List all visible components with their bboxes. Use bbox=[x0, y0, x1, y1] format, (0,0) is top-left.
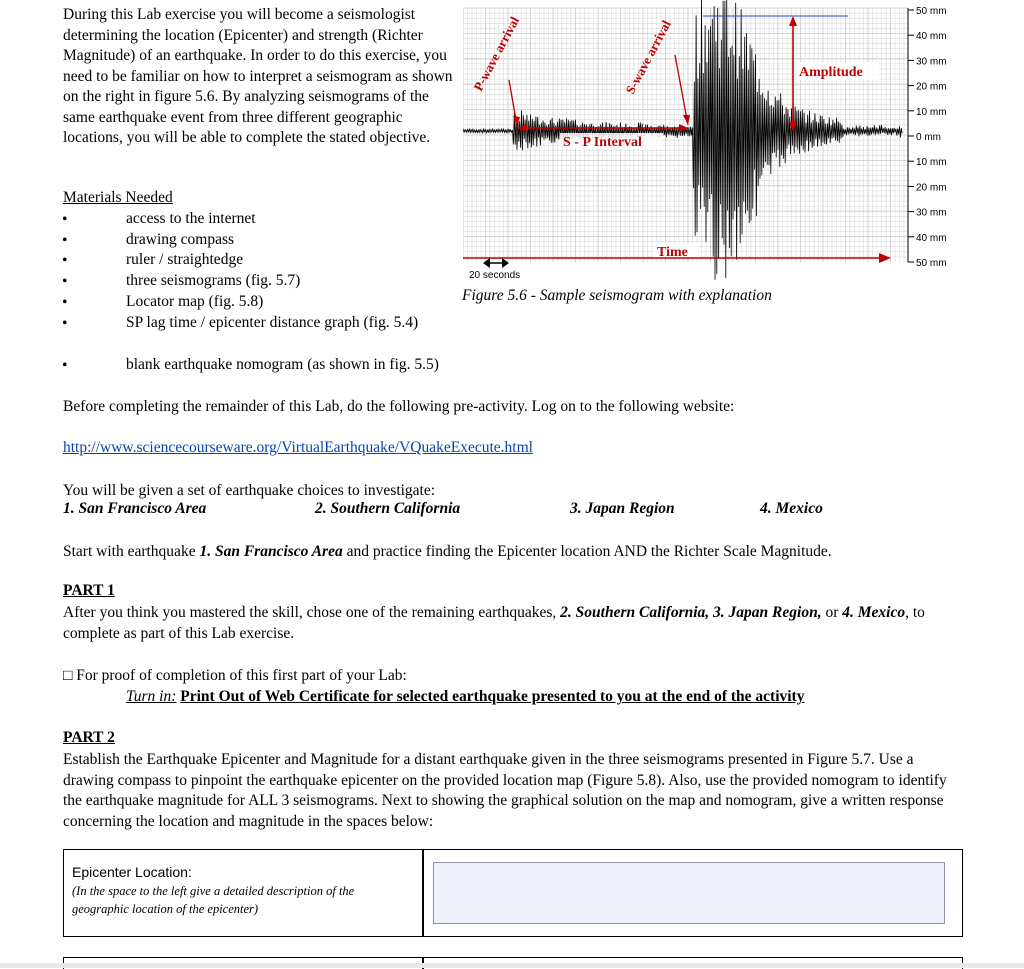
mm-label: 0 mm bbox=[916, 132, 941, 143]
bullet-icon: • bbox=[62, 294, 68, 311]
intro-paragraph: During this Lab exercise you will become a seismologist determining the location (Epicenter) and strength (Richter Magnitude) of an earthquake. In order to do this exercise, you need to be familiar on how to interpret a seismogram as shown on the right in figure 5.6. By analyzing seismograms of the same earthquake event from three different geographic locations, you will be able to complete the stated objective. bbox=[63, 6, 453, 146]
p-wave-label: P-wave arrival bbox=[470, 14, 523, 94]
epicenter-table bbox=[63, 849, 963, 937]
sp-interval-label: S - P Interval bbox=[563, 135, 642, 150]
material-item: blank earthquake nomogram (as shown in fig. 5.5) bbox=[126, 356, 439, 373]
material-item: Locator map (fig. 5.8) bbox=[126, 293, 264, 310]
mm-label: 40 mm bbox=[916, 31, 947, 43]
bullet-icon: • bbox=[62, 315, 68, 332]
virtual-earthquake-link[interactable]: http://www.sciencecourseware.org/VirtualEarthquake/VQuakeExecute.html bbox=[63, 439, 533, 456]
figure-caption: Figure 5.6 - Sample seismogram with explanation bbox=[462, 287, 772, 304]
epicenter-label-cell bbox=[72, 864, 412, 918]
mm-label: 20 mm bbox=[916, 81, 947, 93]
pre-activity-text: Before completing the remainder of this Lab, do the following pre-activity. Log on to the following website: bbox=[63, 398, 735, 415]
scale-label: 20 seconds bbox=[469, 270, 521, 281]
epicenter-hint: (In the space to the left give a detailed description of the geographic location of the epicenter) bbox=[72, 884, 355, 916]
material-item: access to the internet bbox=[126, 210, 256, 227]
mm-label: 40 mm bbox=[916, 232, 947, 244]
turn-in-line: Turn in: Print Out of Web Certificate for selected earthquake presented to you at the end of the activity bbox=[126, 688, 805, 705]
start-instruction: Start with earthquake 1. San Francisco Area and practice finding the Epicenter location AND the Richter Scale Magnitude. bbox=[63, 543, 832, 560]
mm-label: 10 mm bbox=[916, 106, 947, 118]
choice-japan-region: 3. Japan Region bbox=[570, 500, 675, 517]
part1-title: PART 1 bbox=[63, 582, 115, 599]
part1-text: After you think you mastered the skill, chose one of the remaining earthquakes, 2. Southern California, 3. Japan Region, or 4. Mexico, to complete as part of this Lab exercise. bbox=[63, 604, 925, 642]
mm-label: 30 mm bbox=[916, 207, 947, 219]
bullet-icon: • bbox=[62, 232, 68, 249]
mm-scale bbox=[908, 6, 947, 269]
choice-san-francisco: 1. San Francisco Area bbox=[63, 500, 207, 517]
time-label: Time bbox=[657, 245, 688, 260]
epicenter-answer-field[interactable] bbox=[433, 862, 945, 924]
part2-text: Establish the Earthquake Epicenter and Magnitude for a distant earthquake given in the three seismograms presented in Figure 5.7. Use a drawing compass to pinpoint the earthquake epicenter on the provided location map (Figure 5.8). Also, use the provided nomogram to identify the earthquake magnitude for ALL 3 seismograms. Next to showing the graphical solution on the map and nomogram, give a written response concerning the location and magnitude in the spaces below: bbox=[63, 751, 947, 830]
epicenter-title: Epicenter Location: bbox=[72, 864, 192, 880]
material-item: ruler / straightedge bbox=[126, 251, 244, 268]
material-item: drawing compass bbox=[126, 231, 235, 248]
bullet-icon: • bbox=[62, 211, 68, 228]
amplitude-label: Amplitude bbox=[799, 65, 863, 80]
bullet-icon: • bbox=[62, 357, 68, 374]
page-bottom-bar bbox=[0, 963, 1024, 968]
mm-label: 10 mm bbox=[916, 157, 947, 169]
proof-checkbox-line: □ For proof of completion of this first part of your Lab: bbox=[63, 667, 407, 684]
seismogram-figure bbox=[463, 0, 963, 282]
part2-title: PART 2 bbox=[63, 729, 115, 746]
mm-label: 50 mm bbox=[916, 258, 947, 269]
s-wave-label: S-wave arrival bbox=[622, 17, 674, 97]
bullet-icon: • bbox=[62, 273, 68, 290]
material-item: three seismograms (fig. 5.7) bbox=[126, 272, 301, 289]
choice-southern-california: 2. Southern California bbox=[315, 500, 461, 517]
mm-label: 20 mm bbox=[916, 182, 947, 194]
choice-mexico: 4. Mexico bbox=[760, 500, 823, 517]
mm-label: 30 mm bbox=[916, 56, 947, 68]
material-item: SP lag time / epicenter distance graph (fig. 5.4) bbox=[126, 314, 419, 331]
bullet-icon: • bbox=[62, 252, 68, 269]
choices-intro: You will be given a set of earthquake choices to investigate: bbox=[63, 482, 436, 499]
materials-title: Materials Needed bbox=[63, 189, 173, 206]
mm-label: 50 mm bbox=[916, 6, 947, 17]
